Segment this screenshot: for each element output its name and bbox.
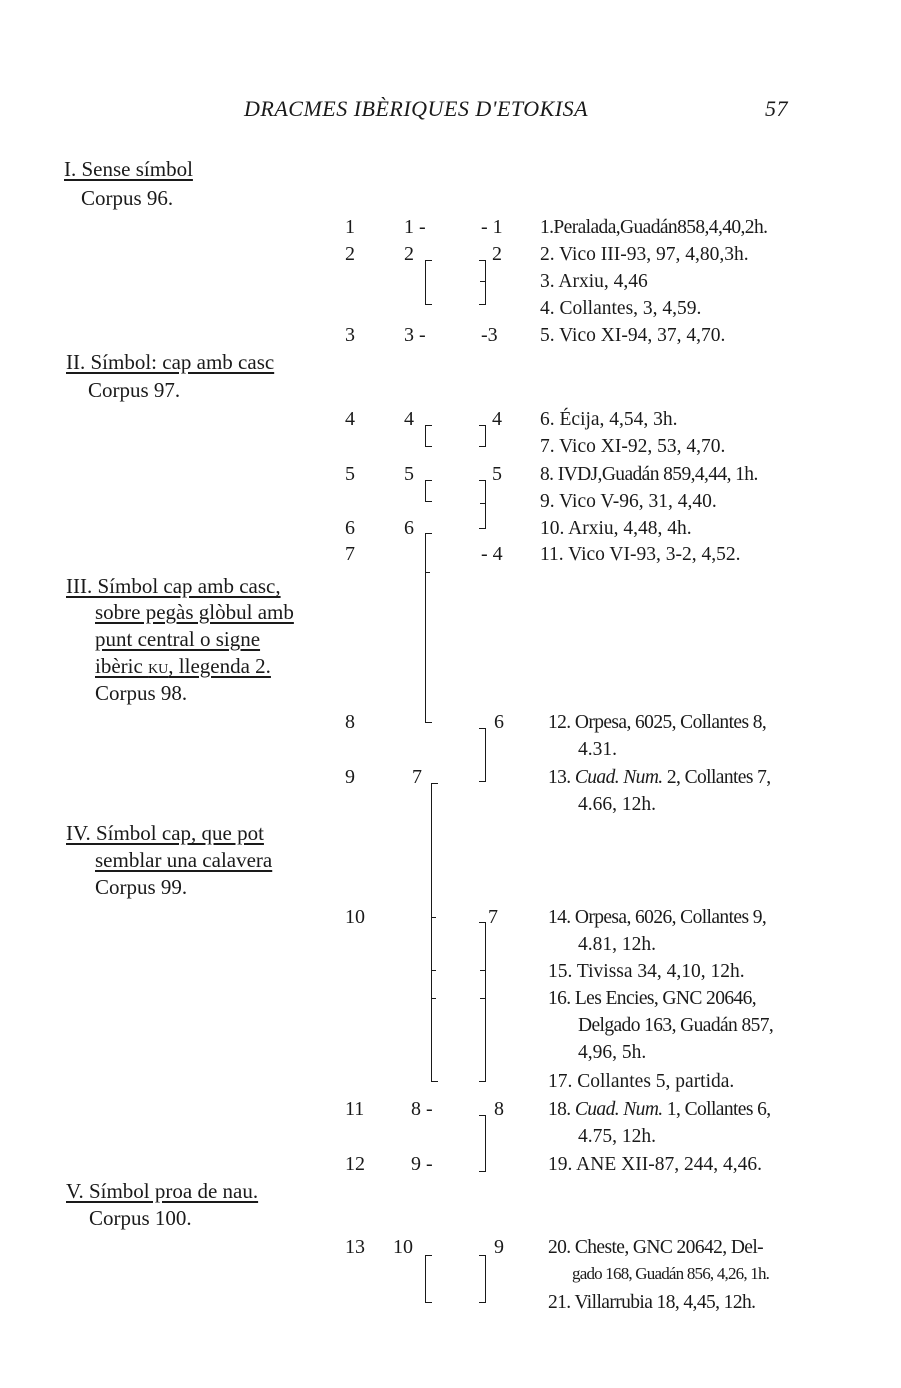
col1-number: 2 (345, 243, 355, 265)
specimen-entry: 19. ANE XII-87, 244, 4,46. (548, 1154, 762, 1175)
col3-number: 8 (494, 1098, 504, 1120)
specimen-entry-cont: gado 168, Guadán 856, 4,26, 1h. (572, 1264, 770, 1283)
specimen-entry: 14. Orpesa, 6026, Collantes 9, (548, 907, 767, 928)
specimen-entry-cont: 4,96, 5h. (578, 1042, 647, 1063)
group-heading-line: punt central o signe (95, 627, 261, 651)
specimen-entry-cont: Delgado 163, Guadán 857, (578, 1015, 774, 1036)
publication-title: Cuad. Num. (574, 767, 663, 788)
specimen-entry: 12. Orpesa, 6025, Collantes 8, (548, 712, 767, 733)
specimen-entry: 17. Collantes 5, partida. (548, 1071, 735, 1092)
col3-number: - 4 (481, 543, 503, 565)
col1-number: 5 (345, 463, 355, 485)
specimen-entry: 1.Peralada,Guadán858,4,40,2h. (540, 217, 768, 238)
obverse-tick (431, 917, 436, 918)
group-heading: IV. Símbol cap, que pot (66, 821, 264, 845)
col3-number: 4 (492, 408, 502, 430)
col1-number: 6 (345, 517, 355, 539)
col2-number: 3 - (404, 324, 426, 346)
specimen-entry: 8. IVDJ,Guadán 859,4,44, 1h. (540, 464, 758, 485)
col3-number: 9 (494, 1236, 504, 1258)
col1-number: 7 (345, 543, 355, 565)
col3-number: 7 (488, 906, 498, 928)
group-heading: II. Símbol: cap amb casc (66, 350, 275, 374)
publication-title: Cuad. Num. (574, 1099, 663, 1120)
reverse-bracket (479, 1255, 486, 1303)
col3-number: 6 (494, 711, 504, 733)
specimen-entry: 21. Villarrubia 18, 4,45, 12h. (548, 1292, 756, 1313)
col2-number: 1 - (404, 216, 426, 238)
group-heading-line: semblar una calavera (95, 848, 273, 872)
col2-number: 2 (404, 243, 414, 265)
specimen-entry-cont: 4.66, 12h. (578, 794, 656, 815)
specimen-entry: 15. Tivissa 34, 4,10, 12h. (548, 961, 745, 982)
reverse-tick (480, 281, 485, 282)
col1-number: 1 (345, 216, 355, 238)
obverse-bracket (425, 480, 432, 502)
reverse-bracket (479, 425, 486, 447)
specimen-entry-cont: 4.31. (578, 739, 617, 760)
specimen-entry: 3. Arxiu, 4,46 (540, 271, 648, 292)
specimen-entry (548, 1099, 771, 1121)
specimen-entry-cont: 4.81, 12h. (578, 934, 656, 955)
specimen-entry: 5. Vico XI-94, 37, 4,70. (540, 325, 726, 346)
text-span: ibèric (95, 654, 149, 678)
specimen-entry-cont: 4.75, 12h. (578, 1126, 656, 1147)
obverse-tick (431, 970, 436, 971)
col2-number: 8 - (411, 1098, 433, 1120)
col2-number: 9 - (411, 1153, 433, 1175)
group-corpus: Corpus 97. (88, 378, 181, 402)
obverse-bracket (425, 1255, 432, 1303)
text-span: , llegenda 2. (168, 654, 271, 678)
col3-number: 2 (492, 243, 502, 265)
col1-number: 8 (345, 711, 355, 733)
text-span: 18. (548, 1099, 575, 1120)
col3-number: -3 (481, 324, 498, 346)
col2-number: 4 (404, 408, 414, 430)
text-span: 2, Collantes 7, (662, 767, 771, 788)
reverse-bracket (479, 728, 486, 782)
specimen-entry: 2. Vico III-93, 97, 4,80,3h. (540, 244, 749, 265)
obverse-tick (425, 572, 430, 573)
specimen-entry: 9. Vico V-96, 31, 4,40. (540, 491, 717, 512)
col2-number: 10 (393, 1236, 413, 1258)
group-corpus: Corpus 96. (81, 186, 174, 210)
col3-number: - 1 (481, 216, 503, 238)
group-heading: I. Sense símbol (64, 157, 193, 181)
col2-number: 6 (404, 517, 414, 539)
col1-number: 4 (345, 408, 355, 430)
reverse-bracket (479, 480, 486, 529)
col2-number: 5 (404, 463, 414, 485)
reverse-bracket (479, 1115, 486, 1172)
group-corpus: Corpus 98. (95, 681, 188, 705)
group-heading-line: sobre pegàs glòbul amb (95, 600, 294, 624)
reverse-tick (480, 998, 485, 999)
running-title: DRACMES IBÈRIQUES D'ETOKISA (244, 96, 589, 121)
specimen-entry: 6. Écija, 4,54, 3h. (540, 409, 678, 430)
col1-number: 3 (345, 324, 355, 346)
reverse-tick (480, 503, 485, 504)
col1-number: 10 (345, 906, 365, 928)
reverse-tick (480, 970, 485, 971)
col1-number: 13 (345, 1236, 365, 1258)
obverse-bracket (425, 533, 432, 723)
specimen-entry: 7. Vico XI-92, 53, 4,70. (540, 436, 726, 457)
obverse-bracket (425, 260, 432, 305)
group-heading: III. Símbol cap amb casc, (66, 574, 281, 598)
group-corpus: Corpus 100. (89, 1206, 192, 1230)
col1-number: 11 (345, 1098, 365, 1120)
group-heading: V. Símbol proa de nau. (66, 1179, 259, 1203)
reverse-bracket (479, 260, 486, 305)
specimen-entry: 4. Collantes, 3, 4,59. (540, 298, 702, 319)
group-heading-line (95, 654, 271, 679)
reverse-bracket (479, 922, 486, 1082)
specimen-entry: 11. Vico VI-93, 3-2, 4,52. (540, 544, 741, 565)
group-corpus: Corpus 99. (95, 875, 188, 899)
obverse-bracket (425, 425, 432, 447)
col1-number: 9 (345, 766, 355, 788)
obverse-bracket (431, 783, 438, 1082)
obverse-tick (431, 998, 436, 999)
specimen-entry: 10. Arxiu, 4,48, 4h. (540, 518, 692, 539)
col3-number: 5 (492, 463, 502, 485)
specimen-entry: 16. Les Encies, GNC 20646, (548, 988, 757, 1009)
text-span: 1, Collantes 6, (662, 1099, 771, 1120)
page-number: 57 (765, 96, 788, 121)
specimen-entry: 20. Cheste, GNC 20642, Del- (548, 1237, 764, 1258)
col1-number: 12 (345, 1153, 365, 1175)
specimen-entry (548, 767, 771, 789)
iberian-sign: KU (148, 662, 169, 677)
col2-number: 7 (412, 766, 422, 788)
text-span: 13. (548, 767, 575, 788)
